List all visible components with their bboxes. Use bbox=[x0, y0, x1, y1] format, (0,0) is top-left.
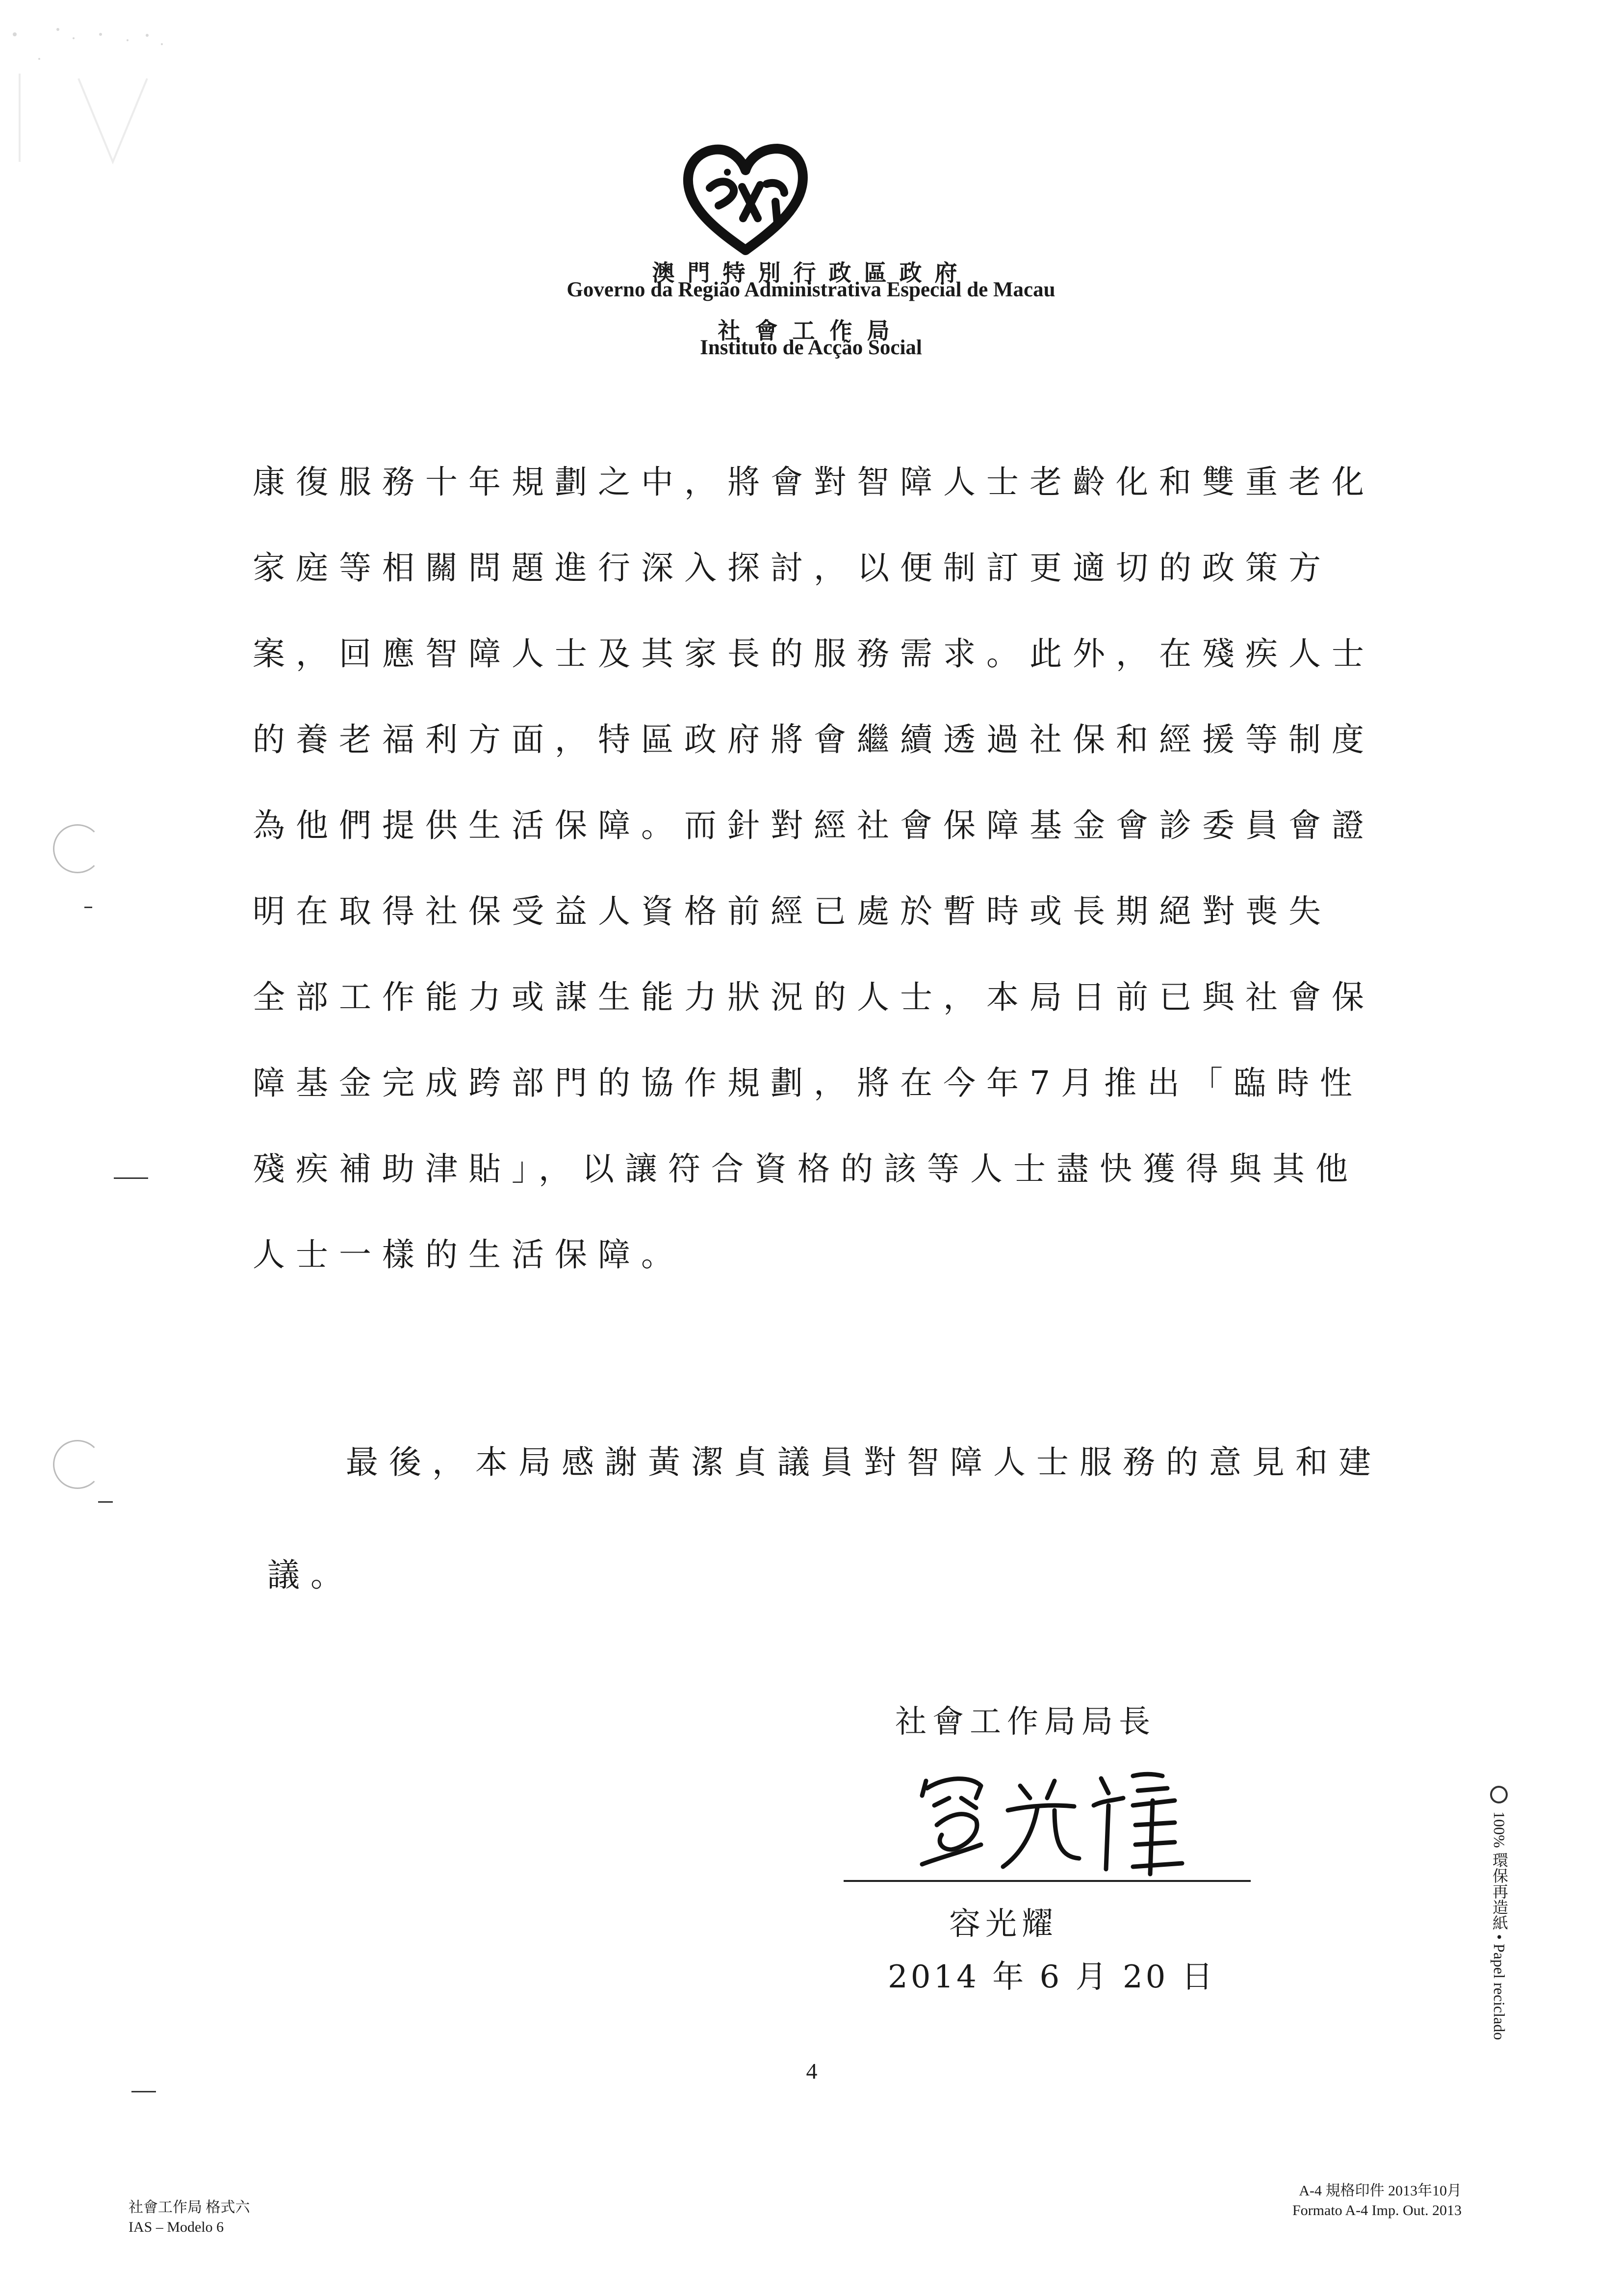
body-line: 殘疾補助津貼」，以讓符合資格的該等人士盡快獲得與其他 bbox=[253, 1150, 1359, 1188]
signature-line bbox=[844, 1880, 1251, 1882]
body-line: 議。 bbox=[267, 1556, 354, 1594]
recycled-paper-text: 100% 環保再造紙 • Papel reciclado bbox=[1491, 1811, 1508, 2040]
institute-name-pt: Instituto de Acção Social bbox=[700, 336, 922, 359]
body-line: 最後，本局感謝黃潔貞議員對智障人士服務的意見和建 bbox=[346, 1443, 1382, 1481]
fold-mark bbox=[114, 1177, 148, 1179]
government-name-pt: Governo da Região Administrativa Especial de Macau bbox=[566, 278, 1056, 301]
body-line: 人士一樣的生活保障。 bbox=[253, 1236, 684, 1274]
print-info-zh: A-4 規格印件 2013年10月 bbox=[1299, 2183, 1462, 2199]
body-line: 全部工作能力或謀生能力狀況的人士，本局日前已與社會保 bbox=[253, 978, 1375, 1016]
body-line: 家庭等相關問題進行深入探討，以便制訂更適切的政策方 bbox=[253, 549, 1332, 587]
print-info-pt: Formato A-4 Imp. Out. 2013 bbox=[1292, 2202, 1462, 2218]
form-code-pt: IAS – Modelo 6 bbox=[129, 2219, 224, 2235]
print-info bbox=[1256, 2181, 1462, 2220]
body-line: 障基金完成跨部門的協作規劃，將在今年7月推出「臨時性 bbox=[253, 1064, 1363, 1102]
form-code bbox=[129, 2198, 250, 2237]
body-line: 案，回應智障人士及其家長的服務需求。此外，在殘疾人士 bbox=[253, 635, 1375, 673]
recycle-circle-icon bbox=[1490, 1786, 1508, 1803]
signatory-title: 社會工作局局長 bbox=[895, 1704, 1156, 1740]
scan-mark bbox=[98, 1501, 113, 1503]
institute-name-zh: 社會工作局 bbox=[718, 317, 904, 344]
ias-heart-logo-icon bbox=[679, 140, 812, 258]
recycled-paper-note bbox=[1481, 1786, 1516, 2041]
body-line: 明在取得社保受益人資格前經已處於暫時或長期絕對喪失 bbox=[253, 892, 1332, 930]
handwritten-signature bbox=[907, 1751, 1192, 1889]
signatory-name: 容光耀 bbox=[949, 1906, 1058, 1942]
form-code-zh: 社會工作局 格式六 bbox=[129, 2199, 250, 2216]
fold-mark bbox=[131, 2091, 156, 2092]
government-name-zh: 澳門特別行政區政府 bbox=[652, 260, 970, 286]
body-line: 的養老福利方面，特區政府將會繼續透過社保和經援等制度 bbox=[253, 721, 1375, 758]
page-number: 4 bbox=[806, 2059, 818, 2084]
scan-mark bbox=[84, 907, 92, 908]
body-line: 康復服務十年規劃之中，將會對智障人士老齡化和雙重老化 bbox=[253, 463, 1375, 501]
letter-date: 2014 年 6 月 20 日 bbox=[888, 1959, 1216, 1995]
punch-hole bbox=[53, 1440, 102, 1489]
punch-hole bbox=[53, 824, 102, 873]
scan-specks bbox=[0, 0, 226, 186]
body-line: 為他們提供生活保障。而針對經社會保障基金會診委員會證 bbox=[253, 807, 1375, 844]
